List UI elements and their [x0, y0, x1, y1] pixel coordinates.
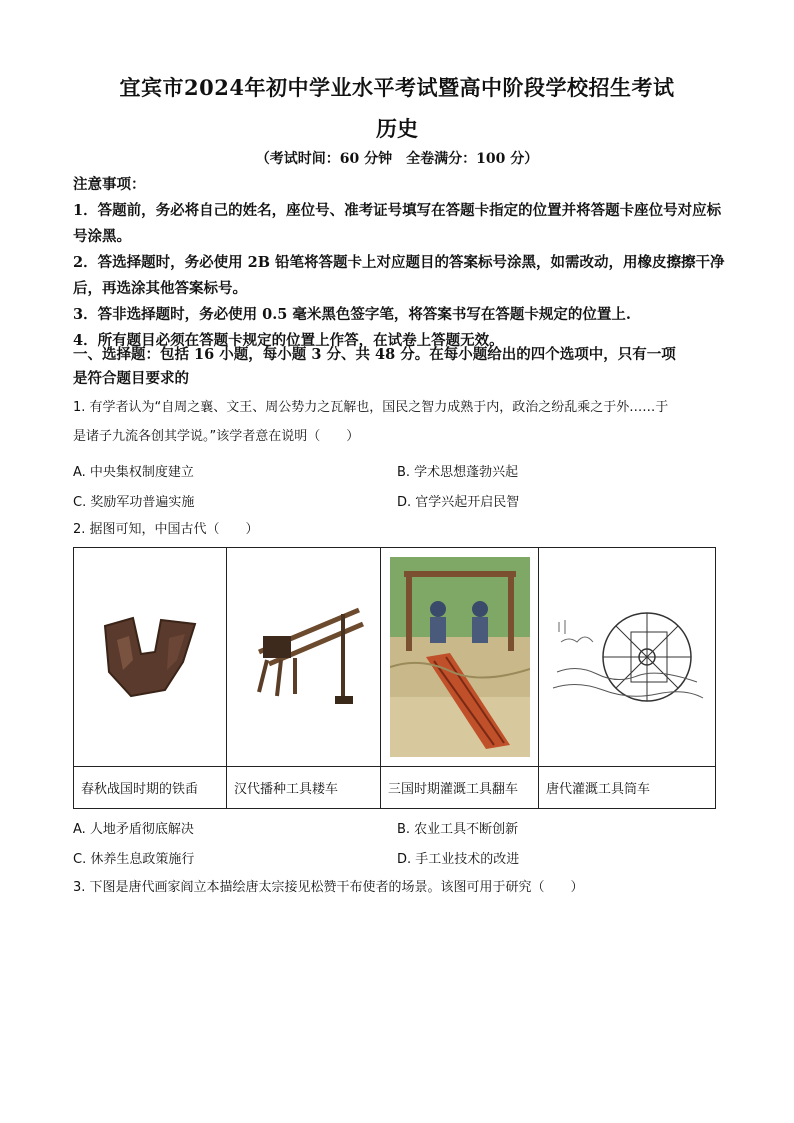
question-3-line: 3. 下图是唐代画家阎立本描绘唐太宗接见松赞干布使者的场景。该图可用于研究（ ）: [73, 880, 584, 895]
section-heading-line: 一、选择题：包括 16 小题，每小题 3 分、共 48 分。在每小题给出的四个选项中，只有一项: [73, 346, 676, 363]
iron-spade-icon: [95, 610, 205, 705]
caption-seed-drill: 汉代播种工具耧车: [227, 767, 381, 809]
option-a[interactable]: A. 中央集权制度建立: [73, 465, 194, 480]
question-1-options-row: [73, 461, 725, 481]
exam-subject: 历史: [376, 116, 418, 141]
question-2-options-row: [73, 848, 725, 868]
exam-title: 宜宾市2024年初中学业水平考试暨高中阶段学校招生考试: [119, 75, 675, 100]
option-d[interactable]: D. 手工业技术的改进: [397, 852, 520, 867]
caption-tube-wheel: 唐代灌溉工具筒车: [539, 767, 716, 809]
notes-heading: 注意事项：: [73, 176, 146, 193]
note-item: 3．答非选择题时，务必使用 0.5 毫米黑色签字笔，将答案书写在答题卡规定的位置上.: [73, 306, 631, 323]
seed-drill-icon: [239, 602, 369, 712]
caption-chain-pump: 三国时期灌溉工具翻车: [381, 767, 539, 809]
chain-pump-painting-icon: [390, 557, 530, 757]
caption-iron-spade: 春秋战国时期的铁臿: [74, 767, 227, 809]
question-1-stem: [73, 393, 725, 451]
seed-drill-image: [227, 548, 381, 767]
question-3-stem: [73, 873, 725, 902]
option-a[interactable]: A. 人地矛盾彻底解决: [73, 822, 194, 837]
option-d[interactable]: D. 官学兴起开启民智: [397, 495, 520, 510]
option-c[interactable]: C. 休养生息政策施行: [73, 852, 195, 867]
question-1-line: 是诸子九流各创其学说。”该学者意在说明（ ）: [73, 429, 360, 444]
question-1-options-row: [73, 491, 725, 511]
notes-block: [73, 172, 725, 354]
note-item: 2．答选择题时，务必使用 2B 铅笔将答题卡上对应题目的答案标号涂黑，如需改动，用橡皮擦擦干净后，再选涂其他答案标号。: [73, 254, 725, 297]
option-b[interactable]: B. 农业工具不断创新: [397, 822, 519, 837]
note-item: 4．所有题目必须在答题卡规定的位置上作答，在试卷上答题无效。: [73, 332, 504, 349]
option-c[interactable]: C. 奖励军功普遍实施: [73, 495, 195, 510]
section-heading-line: 是符合题目要求的: [73, 370, 189, 387]
exam-meta: （考试时间：60 分钟 全卷满分：100 分）: [255, 151, 539, 167]
question-2-options-row: [73, 818, 725, 838]
question-2-line: 2. 据图可知，中国古代（ ）: [73, 522, 259, 537]
question-1-line: 1. 有学者认为“自周之襄、文王、周公势力之瓦解也，国民之智力成熟于内，政治之纷乱乘之于外……于: [73, 400, 669, 415]
option-b[interactable]: B. 学术思想蓬勃兴起: [397, 465, 519, 480]
section-heading: [73, 343, 725, 391]
note-item: 1．答题前，务必将自己的姓名，座位号、准考证号填写在答题卡指定的位置并将答题卡座位号对应标号涂黑。: [73, 202, 722, 245]
square-pallet-chain-pump-image: [381, 548, 539, 767]
tube-wheel-drawing-icon: [547, 602, 707, 712]
iron-spade-image: [74, 548, 227, 767]
question-2-stem: [73, 515, 725, 544]
tube-wheel-image: [539, 548, 716, 767]
tools-table: [73, 547, 716, 809]
